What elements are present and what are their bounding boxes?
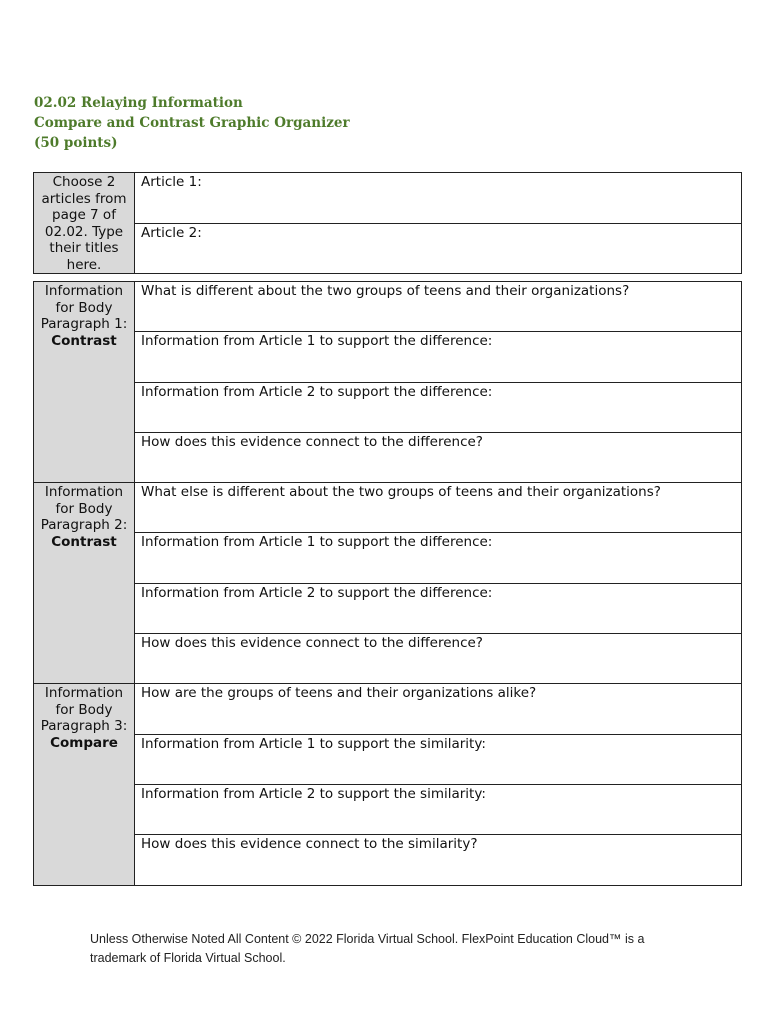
- copyright-footer: Unless Otherwise Noted All Content © 2022 Florida Virtual School. FlexPoint Education Cloud™ is a trademark of Florida Virtual School.: [90, 932, 645, 965]
- section-label: Information for Body Paragraph 3:: [40, 685, 128, 735]
- article-1-field[interactable]: Article 1:: [135, 173, 742, 224]
- body-paragraph-1-label: [34, 282, 135, 483]
- section-kind: Contrast: [51, 533, 117, 550]
- body-paragraph-3-label: [34, 684, 135, 885]
- question-cell[interactable]: What else is different about the two groups of teens and their organizations?: [135, 483, 742, 533]
- question-cell[interactable]: How does this evidence connect to the difference?: [135, 432, 742, 482]
- question-cell[interactable]: Information from Article 2 to support the similarity:: [135, 784, 742, 834]
- section-kind: Contrast: [51, 332, 117, 349]
- question-cell[interactable]: How does this evidence connect to the difference?: [135, 634, 742, 684]
- question-cell[interactable]: Information from Article 2 to support the difference:: [135, 382, 742, 432]
- section-label: Information for Body Paragraph 1:: [40, 283, 128, 332]
- points-label: (50 points): [34, 135, 118, 151]
- article-instructions: Choose 2 articles from page 7 of 02.02. Type their titles here.: [34, 173, 135, 274]
- question-cell[interactable]: Information from Article 1 to support the similarity:: [135, 734, 742, 784]
- organizer-title: Compare and Contrast Graphic Organizer: [34, 115, 350, 131]
- question-cell[interactable]: How are the groups of teens and their organizations alike?: [135, 684, 742, 734]
- assignment-header: [34, 93, 350, 153]
- article-2-field[interactable]: Article 2:: [135, 223, 742, 274]
- question-cell[interactable]: What is different about the two groups of teens and their organizations?: [135, 282, 742, 332]
- question-cell[interactable]: Information from Article 1 to support the difference:: [135, 332, 742, 382]
- section-label: Information for Body Paragraph 2:: [40, 484, 128, 534]
- assignment-title: 02.02 Relaying Information: [34, 95, 243, 111]
- section-kind: Compare: [50, 734, 118, 751]
- question-cell[interactable]: How does this evidence connect to the similarity?: [135, 835, 742, 885]
- question-cell[interactable]: Information from Article 2 to support the difference:: [135, 583, 742, 633]
- paragraph-organizer-table: [33, 281, 742, 886]
- body-paragraph-2-label: [34, 483, 135, 684]
- question-cell[interactable]: Information from Article 1 to support the difference:: [135, 533, 742, 583]
- article-titles-table: [33, 172, 742, 274]
